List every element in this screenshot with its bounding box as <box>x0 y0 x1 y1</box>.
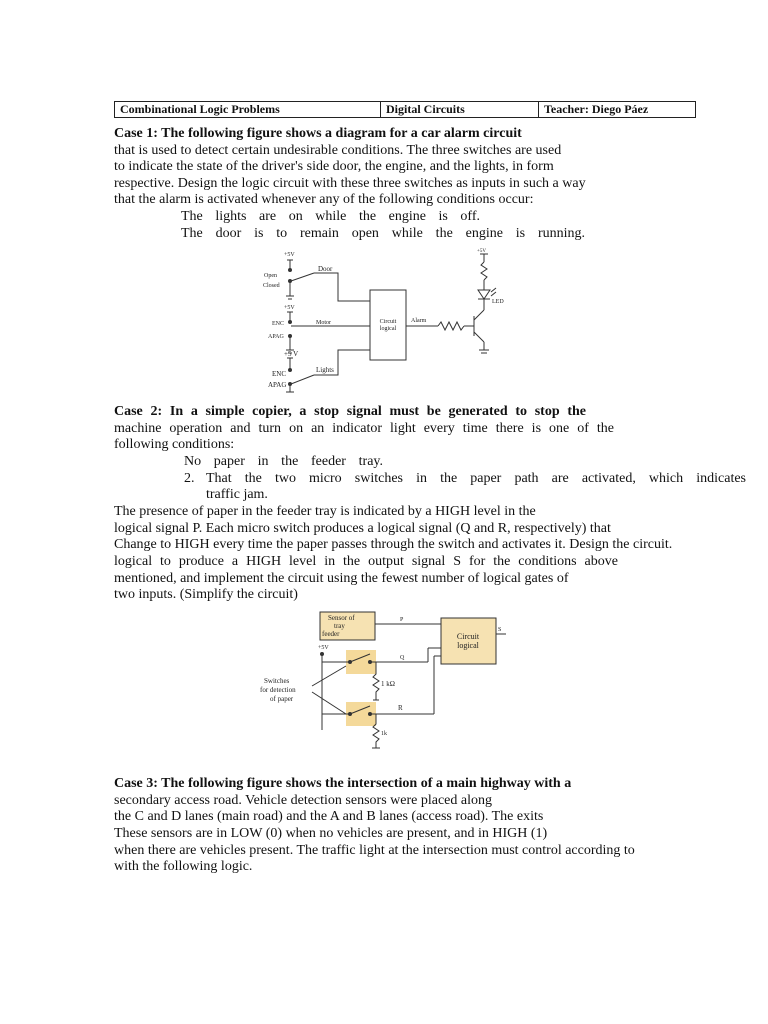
case2-condition: traffic jam. <box>206 487 268 502</box>
case2-line: logical signal P. Each micro switch produces a logical signal (Q and R, respectively) that <box>114 521 611 536</box>
motor-supply-label: +5V <box>284 305 295 311</box>
case2-heading: Case 2: In a simple copier, a stop signal must be generated to stop the <box>114 404 586 419</box>
car-alarm-circuit-figure <box>258 246 520 396</box>
case1-line: to indicate the state of the driver's side door, the engine, and the lights, in form <box>114 159 554 174</box>
logic-box-label: logical <box>379 326 397 332</box>
case1-line: that is used to detect certain undesirable conditions. The three switches are used <box>114 143 562 158</box>
led-supply-label: +5V <box>477 249 486 254</box>
case3-line: when there are vehicles present. The traffic light at the intersection must control according to <box>114 843 635 858</box>
enc-label: ENC <box>272 321 284 327</box>
door-supply-label: +5V <box>284 252 295 258</box>
case3-line: secondary access road. Vehicle detection sensors were placed along <box>114 793 492 808</box>
case1-heading: Case 1: The following figure shows a diagram for a car alarm circuit <box>114 126 522 141</box>
case2-condition: That the two micro switches in the paper path are activated, which indicates <box>206 471 746 486</box>
case2-line: machine operation and turn on an indicator light every time there is one of the <box>114 421 614 436</box>
lights-supply-label: +5 V <box>284 350 299 358</box>
sensor-label: Sensor of <box>328 614 355 622</box>
case2-line: two inputs. (Simplify the circuit) <box>114 587 298 602</box>
apag-label: APAG <box>268 381 287 389</box>
switches-label: of paper <box>270 695 294 703</box>
open-label: Open <box>264 273 277 279</box>
copier-circuit-figure <box>258 610 510 756</box>
header-subject: Digital Circuits <box>381 102 539 117</box>
case2-line: The presence of paper in the feeder tray is indicated by a HIGH level in the <box>114 504 536 519</box>
apag-label: APAG <box>268 334 284 340</box>
case3-heading: Case 3: The following figure shows the intersection of a main highway with a <box>114 776 572 791</box>
header-course: Combinational Logic Problems <box>115 102 381 117</box>
sensor-label: tray <box>334 622 345 630</box>
closed-label: Closed <box>263 283 280 289</box>
header-table <box>114 101 696 118</box>
switches-label: Switches <box>264 677 290 685</box>
case1-condition: The door is to remain open while the engine is running. <box>181 226 585 241</box>
case3-line: the C and D lanes (main road) and the A and B lanes (access road). The exits <box>114 809 544 824</box>
logic-box-label: Circuit <box>456 632 480 641</box>
motor-label: Motor <box>316 320 331 326</box>
case2-condition: No paper in the feeder tray. <box>184 454 383 469</box>
q-signal-label: Q <box>400 655 405 661</box>
case1-condition: The lights are on while the engine is off. <box>181 209 480 224</box>
logic-box-label: logical <box>457 641 479 650</box>
resistor-label: 1k <box>381 731 387 737</box>
case1-line: respective. Design the logic circuit with these three switches as inputs in such a way <box>114 176 586 191</box>
case2-line: logical to produce a HIGH level in the output signal S for the conditions above <box>114 554 618 569</box>
enc-label: ENC <box>272 370 286 378</box>
case3-line: with the following logic. <box>114 859 253 874</box>
alarm-label: Alarm <box>411 318 427 324</box>
s-signal-label: S <box>498 627 502 633</box>
case2-line: mentioned, and implement the circuit using the fewest number of logical gates of <box>114 571 569 586</box>
header-teacher: Teacher: Diego Páez <box>544 102 649 116</box>
case2-line: following conditions: <box>114 437 235 452</box>
sensor-label: feeder <box>322 630 340 638</box>
case1-line: that the alarm is activated whenever any of the following conditions occur: <box>114 192 534 207</box>
supply-label: +5V <box>318 645 329 651</box>
resistor-label: 1 kΩ <box>381 680 395 688</box>
case2-condition-number: 2. <box>184 471 195 486</box>
case2-line: Change to HIGH every time the paper passes through the switch and activates it. Design the circuit. <box>114 537 673 552</box>
case3-line: These sensors are in LOW (0) when no vehicles are present, and in HIGH (1) <box>114 826 548 841</box>
switches-label: for detection <box>260 686 296 694</box>
logic-box-label: Circuit <box>379 319 397 325</box>
door-label: Door <box>318 265 333 273</box>
r-signal-label: R <box>398 704 403 712</box>
led-label: LED <box>492 299 504 305</box>
p-signal-label: P <box>400 617 404 623</box>
lights-label: Lights <box>316 366 334 374</box>
